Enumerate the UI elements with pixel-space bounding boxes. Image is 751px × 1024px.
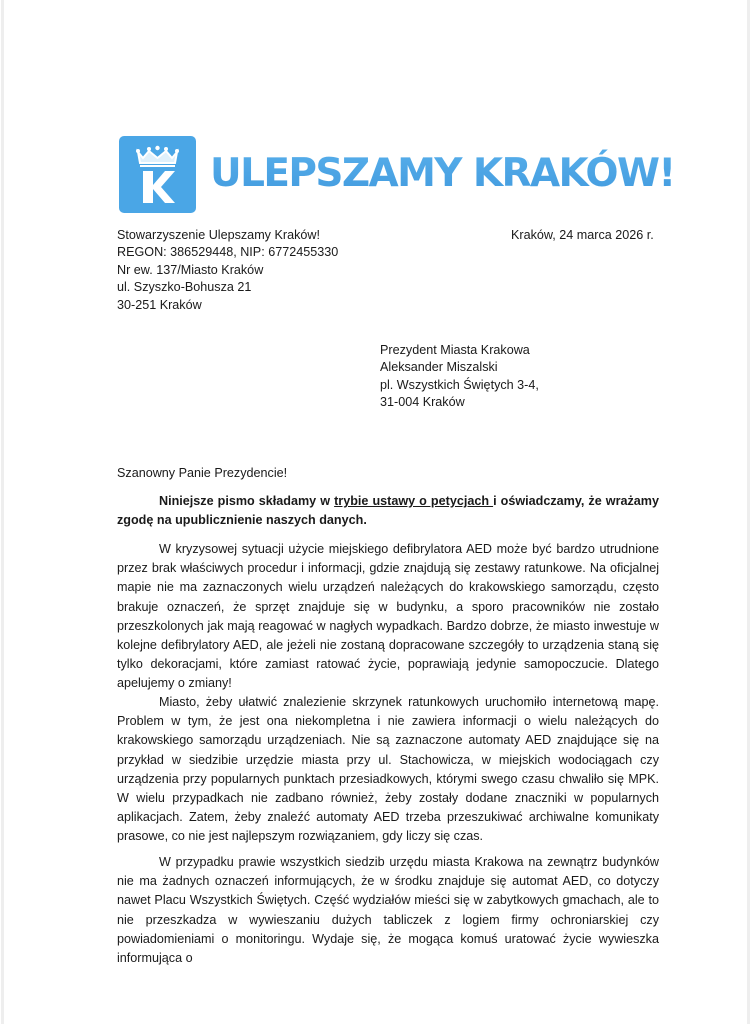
logo-text: ULEPSZAMY KRAKÓW! [210,135,675,213]
sender-name: Stowarzyszenie Ulepszamy Kraków! [117,228,320,242]
sender-ids: REGON: 386529448, NIP: 6772455330 [117,245,339,260]
petition-statement-after: i oświadczamy, że wrażamy zgodę na upublicznienie naszych danych. [117,494,659,528]
recipient-street: pl. Wszystkich Świętych 3-4, [380,377,539,392]
krakow-crown-k-icon [119,136,196,213]
body-paragraph [117,540,659,694]
body-paragraph-text: W kryzysowej sytuacji użycie miejskiego defibrylatora AED może być bardzo utrudnione przez brak właściwych procedur i informacji, gdzie znajdują się zestawy ratunkowe. Na oficjalnej mapie nie ma zaznaczonych wielu urządzeń należących do krakowskiego samorządu, często brakuje oznaczeń, że sprzęt znajduje się w budynku, a sporo pracowników nie zostało przeszkolonych jak mają reagować w nagłych wypadkach. Bardzo dobrze, że miasto inwestuje w kolejne defibrylatory AED, ale jeżeli nie zostaną dopracowane szczegóły to urządzenia staną się tylko dekoracjami, które zamiast ratować życie, poprawiają jedynie samopoczucie. Dlatego apelujemy o zmiany! [117,542,659,691]
petition-law-reference: trybie ustawy o petycjach [334,494,494,508]
logo [119,135,675,213]
body-paragraph-text: Miasto, żeby ułatwić znalezienie skrzynek ratunkowych uruchomiło internetową mapę. Problem w tym, że jest ona niekompletna i nie zawiera informacji o wielu należących do krakowskiego samorządu urządzeniach. Nie są zaznaczone automaty AED znajdujące się na przykład w siedzibie urzędzie miasta przy ul. Stachowicza, w miejskich wodociągach czy urządzenia przy popularnych punktach przesiadkowych, którymi swego czasu chwaliło się MPK. W wielu przypadkach nie zadbano również, żeby zostały dodane znaczniki w popularnych aplikacjach. Zatem, żeby znaleźć automaty AED trzeba przeszukiwać archiwalne komunikaty prasowe, co nie jest najlepszym rozwiązaniem, gdy liczy się czas. [117,695,659,844]
petition-statement [117,492,659,530]
recipient-city: 31-004 Kraków [380,395,465,410]
sender-street: ul. Szyszko-Bohusza 21 [117,280,252,295]
letter-date: Kraków, 24 marca 2026 r. [511,228,654,242]
body-paragraph-text: W przypadku prawie wszystkich siedzib urzędu miasta Krakowa na zewnątrz budynków nie ma żadnych oznaczeń informujących, że w środku znajduje się automat AED, co dotyczy nawet Placu Wszystkich Świętych. Część wydziałów mieści się w zabytkowych gmachach, ale to nie przeszkadza w wywieszaniu dużych tabliczek z logiem firmy ochroniarskiej czy powiadomieniami o monitoringu. Wydaje się, że mogąca komuś uratować życie wywieszka informująca o [117,855,659,966]
recipient-name: Aleksander Miszalski [380,360,498,375]
recipient-address [380,342,539,412]
sender-city: 30-251 Kraków [117,297,202,312]
body-paragraph [117,853,659,968]
petition-statement-before: Niniejsze pismo składamy w [159,494,335,508]
sender-address [117,227,338,314]
greeting: Szanowny Panie Prezydencie! [117,466,288,480]
body-paragraph [117,693,659,847]
recipient-title: Prezydent Miasta Krakowa [380,343,530,357]
sender-registry: Nr ew. 137/Miasto Kraków [117,262,264,277]
